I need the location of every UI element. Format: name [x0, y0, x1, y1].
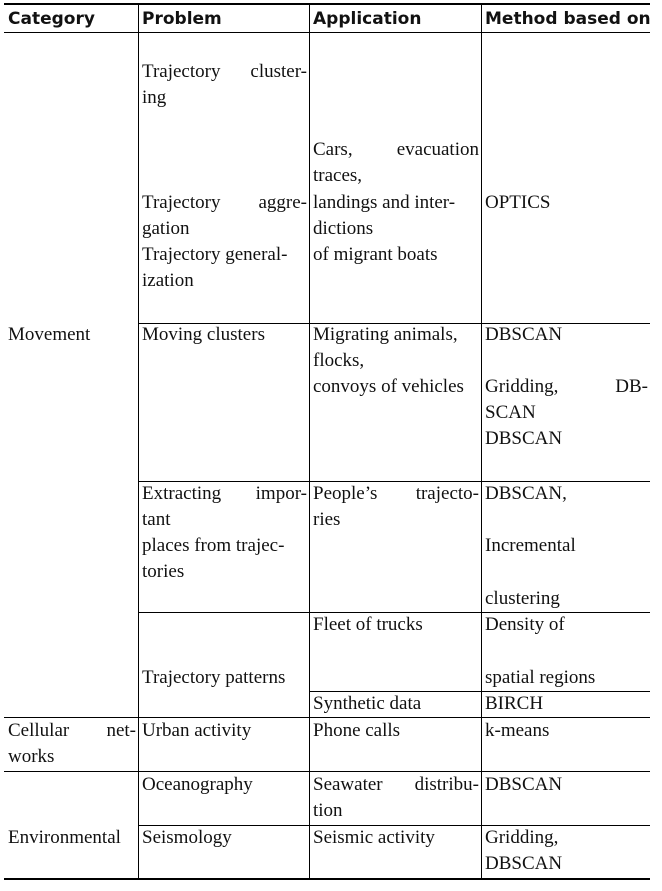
r4-application-a: Fleet of trucks — [313, 614, 423, 635]
r7-application: Seismic activity — [313, 827, 435, 848]
r1-problem-aggregation-line2: gation — [142, 218, 190, 239]
r2-method-line1: DBSCAN — [485, 324, 563, 345]
r1-application-line3: landings and inter- — [313, 192, 456, 213]
r1-application-word: Cars, — [313, 139, 353, 160]
bottom-rule — [4, 878, 650, 880]
r6-method: DBSCAN — [485, 774, 563, 795]
r3-method-line2: Incremental — [485, 535, 576, 556]
r3-method-line3: clustering — [485, 588, 560, 609]
r5-method: k-means — [485, 720, 550, 741]
r3-problem-line4: tories — [142, 561, 185, 582]
header-rule — [4, 32, 650, 33]
r5-category-word: net- — [106, 720, 136, 741]
r1-application-line2: traces, — [313, 165, 363, 186]
r4-problem: Trajectory patterns — [142, 667, 286, 688]
r5-application: Phone calls — [313, 720, 401, 741]
r2-problem: Moving clusters — [142, 324, 265, 345]
header-problem: Problem — [142, 9, 222, 29]
r2-method-line3: SCAN — [485, 402, 536, 423]
r3-problem-line3: places from trajec- — [142, 535, 285, 556]
r1-problem-generalization-line2: ization — [142, 270, 194, 291]
r7-problem: Seismology — [142, 827, 232, 848]
r7-method-line2: DBSCAN — [485, 853, 563, 874]
r1-problem-word: aggre- — [258, 192, 307, 213]
r1-application-line1 — [313, 137, 479, 163]
category-environmental: Environmental — [8, 827, 121, 848]
r2-application-line3: convoys of vehicles — [313, 376, 464, 397]
r2-application-line2: flocks, — [313, 350, 365, 371]
r6-application-line1 — [313, 772, 479, 798]
r1-problem-clustering-line1 — [142, 59, 307, 85]
r1-application-line5: of migrant boats — [313, 244, 438, 265]
r6-application-word: distribu- — [414, 774, 479, 795]
r1-application-word: evacuation — [396, 139, 479, 160]
r4-application-b: Synthetic data — [313, 693, 422, 714]
r4-method-a-line2: spatial regions — [485, 667, 596, 688]
r1-problem-word: Trajectory — [142, 61, 221, 82]
r5-category-line2: works — [8, 746, 55, 767]
r5-category-line1 — [8, 718, 136, 744]
r1-problem-generalization-line1: Trajectory general- — [142, 244, 288, 265]
r3-problem-line2: tant — [142, 509, 171, 530]
r1-problem-word: cluster- — [250, 61, 307, 82]
r4-method-a-line1: Density of — [485, 614, 565, 635]
r1-application-line4: dictions — [313, 218, 374, 239]
r5-category-word: Cellular — [8, 720, 70, 741]
r4-method-b: BIRCH — [485, 693, 544, 714]
header-category: Category — [8, 9, 95, 29]
header-method: Method based on — [485, 9, 651, 29]
r2-method-line2 — [485, 374, 648, 400]
r1-problem-clustering-line2: ing — [142, 87, 167, 108]
r2-method-word: DB- — [615, 376, 648, 397]
r6-application-line2: tion — [313, 800, 343, 821]
r6-problem: Oceanography — [142, 774, 253, 795]
r3-problem-word: Extracting — [142, 483, 222, 504]
r3-application-line2: ries — [313, 509, 341, 530]
r6-application-word: Seawater — [313, 774, 383, 795]
r3-application-word: trajecto- — [415, 483, 479, 504]
category-movement: Movement — [8, 324, 91, 345]
r7-method-line1: Gridding, — [485, 827, 559, 848]
r3-application-word: People’s — [313, 483, 378, 504]
col-divider-1 — [138, 4, 139, 879]
r3-problem-word: impor- — [255, 483, 307, 504]
r1-problem-word: Trajectory — [142, 192, 221, 213]
r1-method: OPTICS — [485, 192, 551, 213]
col-divider-2 — [309, 4, 310, 879]
r2-method-word: Gridding, — [485, 376, 559, 397]
top-rule — [4, 3, 650, 5]
r3-method-line1: DBSCAN, — [485, 483, 567, 504]
header-application: Application — [313, 9, 422, 29]
r2-application-line1: Migrating animals, — [313, 324, 458, 345]
r2-method-line4: DBSCAN — [485, 428, 563, 449]
r3-application-line1 — [313, 481, 479, 507]
r1-problem-aggregation-line1 — [142, 190, 307, 216]
col-divider-3 — [481, 4, 482, 879]
r3-problem-line1 — [142, 481, 307, 507]
r5-problem: Urban activity — [142, 720, 252, 741]
